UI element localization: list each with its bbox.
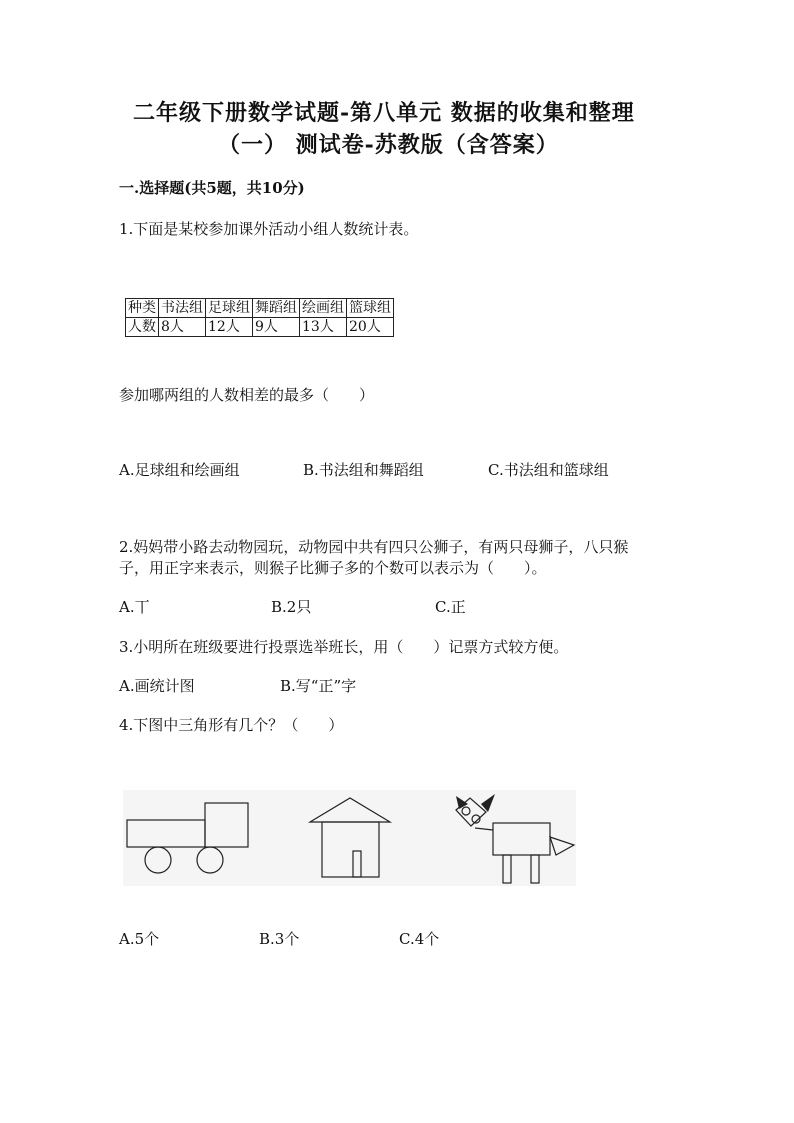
table-cell: 9人: [253, 318, 300, 337]
table-row: [126, 318, 394, 337]
table-cell: 足球组: [206, 299, 253, 318]
table-cell: 篮球组: [347, 299, 394, 318]
table-cell: 舞蹈组: [253, 299, 300, 318]
question-1-prompt: 参加哪两组的人数相差的最多（ ）: [119, 386, 375, 404]
q3-option-a[interactable]: A.画统计图: [119, 677, 195, 695]
table-cell: 12人: [206, 318, 253, 337]
q2-option-c[interactable]: C.正: [435, 598, 466, 616]
table-cell: 人数: [126, 318, 159, 337]
page-title-line2: （一） 测试卷-苏教版（含答案）: [218, 132, 559, 158]
q1-option-c[interactable]: C.书法组和篮球组: [488, 461, 609, 479]
truck-figure: [127, 803, 248, 873]
q1-option-a[interactable]: A.足球组和绘画组: [119, 461, 240, 479]
house-figure: [310, 798, 390, 877]
cow-figure: [456, 798, 574, 883]
table-cell: 20人: [347, 318, 394, 337]
q2-option-a[interactable]: A.丅: [119, 598, 150, 616]
q1-option-b[interactable]: B.书法组和舞蹈组: [303, 461, 424, 479]
q4-option-c[interactable]: C.4个: [399, 930, 440, 948]
table-cell: 13人: [300, 318, 347, 337]
q4-option-b[interactable]: B.3个: [259, 930, 300, 948]
shapes-figure: [123, 790, 576, 886]
q3-option-b[interactable]: B.写“正”字: [280, 677, 357, 695]
table-cell: 绘画组: [300, 299, 347, 318]
section-heading: 一.选择题(共5题，共10分): [119, 179, 305, 197]
q2-option-b[interactable]: B.2只: [271, 598, 312, 616]
stats-table: [125, 298, 394, 337]
table-cell: 8人: [159, 318, 206, 337]
table-cell: 种类: [126, 299, 159, 318]
question-2-line2: 子，用正字来表示，则猴子比狮子多的个数可以表示为（ ）。: [119, 559, 547, 577]
question-1-text: 1.下面是某校参加课外活动小组人数统计表。: [119, 220, 419, 238]
page-title-line1: 二年级下册数学试题-第八单元 数据的收集和整理: [133, 100, 635, 126]
question-3-text: 3.小明所在班级要进行投票选举班长，用（ ）记票方式较方便。: [119, 638, 569, 656]
table-header-row: [126, 299, 394, 318]
q4-option-a[interactable]: A.5个: [119, 930, 160, 948]
question-4-text: 4.下图中三角形有几个？（ ）: [119, 716, 344, 734]
table-cell: 书法组: [159, 299, 206, 318]
question-2-line1: 2.妈妈带小路去动物园玩，动物园中共有四只公狮子，有两只母狮子，八只猴: [119, 538, 629, 556]
